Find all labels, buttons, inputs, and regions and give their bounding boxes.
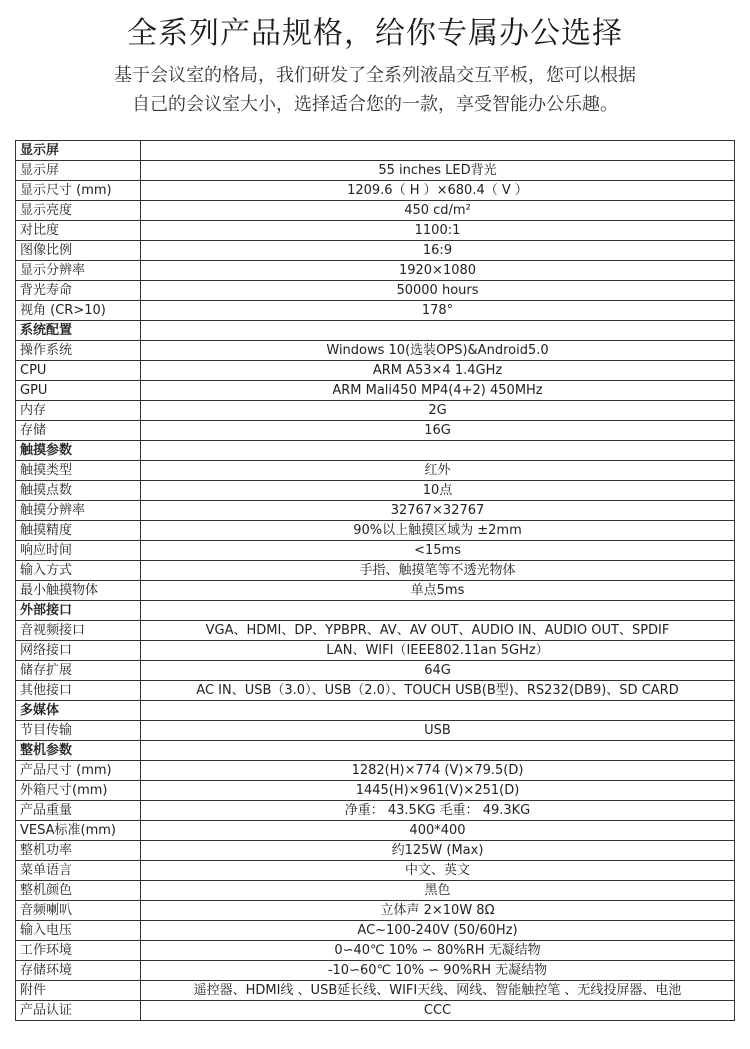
spec-label: 触摸精度 <box>16 521 141 541</box>
spec-value <box>141 141 735 161</box>
spec-value: 中文、英文 <box>141 861 735 881</box>
spec-value: 0∽40℃ 10% ∽ 80%RH 无凝结物 <box>141 941 735 961</box>
spec-label: 工作环境 <box>16 941 141 961</box>
spec-row <box>16 641 735 661</box>
spec-label: 产品尺寸 (mm) <box>16 761 141 781</box>
spec-value: AC IN、USB（3.0）、USB（2.0）、TOUCH USB(B型)、RS232(DB9)、SD CARD <box>141 681 735 701</box>
spec-value: 1100:1 <box>141 221 735 241</box>
spec-value: -10∽60℃ 10% ∽ 90%RH 无凝结物 <box>141 961 735 981</box>
spec-label: 触摸点数 <box>16 481 141 501</box>
spec-section-row <box>16 141 735 161</box>
spec-table-body <box>16 141 735 1021</box>
spec-value: 遥控器、HDMI线 、USB延长线、WIFI天线、网线、智能触控笔 、无线投屏器、电池 <box>141 981 735 1001</box>
spec-row <box>16 921 735 941</box>
spec-value <box>141 741 735 761</box>
spec-value: 1920×1080 <box>141 261 735 281</box>
spec-section-label: 显示屏 <box>16 141 141 161</box>
spec-row <box>16 461 735 481</box>
spec-label: 输入方式 <box>16 561 141 581</box>
spec-value: 1282(H)×774 (V)×79.5(D) <box>141 761 735 781</box>
spec-label: 存储 <box>16 421 141 441</box>
spec-label: 菜单语言 <box>16 861 141 881</box>
spec-row <box>16 401 735 421</box>
spec-value: ARM Mali450 MP4(4+2) 450MHz <box>141 381 735 401</box>
spec-row <box>16 1001 735 1021</box>
spec-label: 图像比例 <box>16 241 141 261</box>
spec-row <box>16 561 735 581</box>
page-header <box>0 0 750 140</box>
spec-value: 约125W (Max) <box>141 841 735 861</box>
spec-value: Windows 10(选装OPS)&Android5.0 <box>141 341 735 361</box>
spec-label: 节目传输 <box>16 721 141 741</box>
spec-row <box>16 161 735 181</box>
spec-row <box>16 761 735 781</box>
spec-label: 显示尺寸 (mm) <box>16 181 141 201</box>
spec-label: 输入电压 <box>16 921 141 941</box>
spec-row <box>16 801 735 821</box>
spec-row <box>16 281 735 301</box>
spec-value <box>141 321 735 341</box>
spec-section-label: 外部接口 <box>16 601 141 621</box>
spec-label: 存储环境 <box>16 961 141 981</box>
spec-table <box>15 140 735 1021</box>
spec-value: 400*400 <box>141 821 735 841</box>
spec-value: 16G <box>141 421 735 441</box>
spec-row <box>16 901 735 921</box>
spec-row <box>16 341 735 361</box>
spec-label: 显示分辨率 <box>16 261 141 281</box>
spec-label: 触摸分辨率 <box>16 501 141 521</box>
spec-row <box>16 361 735 381</box>
spec-row <box>16 621 735 641</box>
spec-label: 音频喇叭 <box>16 901 141 921</box>
spec-section-label: 整机参数 <box>16 741 141 761</box>
spec-row <box>16 861 735 881</box>
spec-value: ARM A53×4 1.4GHz <box>141 361 735 381</box>
spec-label: GPU <box>16 381 141 401</box>
spec-value: USB <box>141 721 735 741</box>
spec-row <box>16 201 735 221</box>
spec-row <box>16 881 735 901</box>
intro-text-line-1: 基于会议室的格局，我们研发了全系列液晶交互平板，您可以根据 <box>114 65 636 86</box>
spec-row <box>16 821 735 841</box>
spec-row <box>16 221 735 241</box>
spec-value <box>141 701 735 721</box>
spec-row <box>16 941 735 961</box>
spec-row <box>16 381 735 401</box>
spec-label: 整机颜色 <box>16 881 141 901</box>
spec-section-label: 系统配置 <box>16 321 141 341</box>
spec-row <box>16 661 735 681</box>
spec-value: VGA、HDMI、DP、YPBPR、AV、AV OUT、AUDIO IN、AUDIO OUT、SPDIF <box>141 621 735 641</box>
spec-row <box>16 541 735 561</box>
spec-value: 2G <box>141 401 735 421</box>
spec-value: 32767×32767 <box>141 501 735 521</box>
spec-value: 178° <box>141 301 735 321</box>
spec-label: 对比度 <box>16 221 141 241</box>
spec-label: 响应时间 <box>16 541 141 561</box>
spec-value: 90%以上触摸区域为 ±2mm <box>141 521 735 541</box>
spec-value: 单点5ms <box>141 581 735 601</box>
spec-label: 附件 <box>16 981 141 1001</box>
spec-value: 50000 hours <box>141 281 735 301</box>
spec-label: 其他接口 <box>16 681 141 701</box>
spec-value: 1209.6（ H ）×680.4（ V ） <box>141 181 735 201</box>
spec-row <box>16 841 735 861</box>
spec-section-row <box>16 601 735 621</box>
spec-section-label: 触摸参数 <box>16 441 141 461</box>
spec-label: 背光寿命 <box>16 281 141 301</box>
spec-value: 55 inches LED背光 <box>141 161 735 181</box>
spec-row <box>16 261 735 281</box>
spec-label: 网络接口 <box>16 641 141 661</box>
spec-row <box>16 501 735 521</box>
spec-value: LAN、WIFI（IEEE802.11an 5GHz） <box>141 641 735 661</box>
spec-row <box>16 721 735 741</box>
spec-label: 产品认证 <box>16 1001 141 1021</box>
spec-label: 显示亮度 <box>16 201 141 221</box>
spec-section-row <box>16 441 735 461</box>
spec-row <box>16 781 735 801</box>
spec-value: 净重： 43.5KG 毛重： 49.3KG <box>141 801 735 821</box>
spec-label: 操作系统 <box>16 341 141 361</box>
spec-label: 显示屏 <box>16 161 141 181</box>
spec-value: 1445(H)×961(V)×251(D) <box>141 781 735 801</box>
intro-text-line-2: 自己的会议室大小，选择适合您的一款，享受智能办公乐趣。 <box>132 94 618 115</box>
spec-value <box>141 441 735 461</box>
spec-value: 立体声 2×10W 8Ω <box>141 901 735 921</box>
spec-section-label: 多媒体 <box>16 701 141 721</box>
spec-row <box>16 581 735 601</box>
spec-label: 内存 <box>16 401 141 421</box>
spec-label: 储存扩展 <box>16 661 141 681</box>
spec-label: 产品重量 <box>16 801 141 821</box>
page-title: 全系列产品规格，给你专属办公选择 <box>127 16 623 51</box>
spec-section-row <box>16 701 735 721</box>
spec-label: 整机功率 <box>16 841 141 861</box>
spec-value: 黑色 <box>141 881 735 901</box>
spec-row <box>16 481 735 501</box>
spec-value: AC~100-240V (50/60Hz) <box>141 921 735 941</box>
spec-value: 手指、触摸笔等不透光物体 <box>141 561 735 581</box>
spec-value: CCC <box>141 1001 735 1021</box>
spec-value: <15ms <box>141 541 735 561</box>
spec-label: 外箱尺寸(mm) <box>16 781 141 801</box>
spec-value: 16:9 <box>141 241 735 261</box>
spec-row <box>16 521 735 541</box>
spec-section-row <box>16 321 735 341</box>
spec-row <box>16 181 735 201</box>
spec-label: 音视频接口 <box>16 621 141 641</box>
spec-row <box>16 301 735 321</box>
spec-value: 450 cd/m² <box>141 201 735 221</box>
spec-value: 64G <box>141 661 735 681</box>
spec-row <box>16 241 735 261</box>
spec-row <box>16 961 735 981</box>
spec-label: VESA标准(mm) <box>16 821 141 841</box>
spec-label: 触摸类型 <box>16 461 141 481</box>
spec-label: 最小触摸物体 <box>16 581 141 601</box>
spec-section-row <box>16 741 735 761</box>
spec-label: CPU <box>16 361 141 381</box>
spec-row <box>16 421 735 441</box>
spec-value: 10点 <box>141 481 735 501</box>
spec-row <box>16 681 735 701</box>
spec-row <box>16 981 735 1001</box>
spec-value: 红外 <box>141 461 735 481</box>
spec-value <box>141 601 735 621</box>
spec-label: 视角 (CR>10) <box>16 301 141 321</box>
